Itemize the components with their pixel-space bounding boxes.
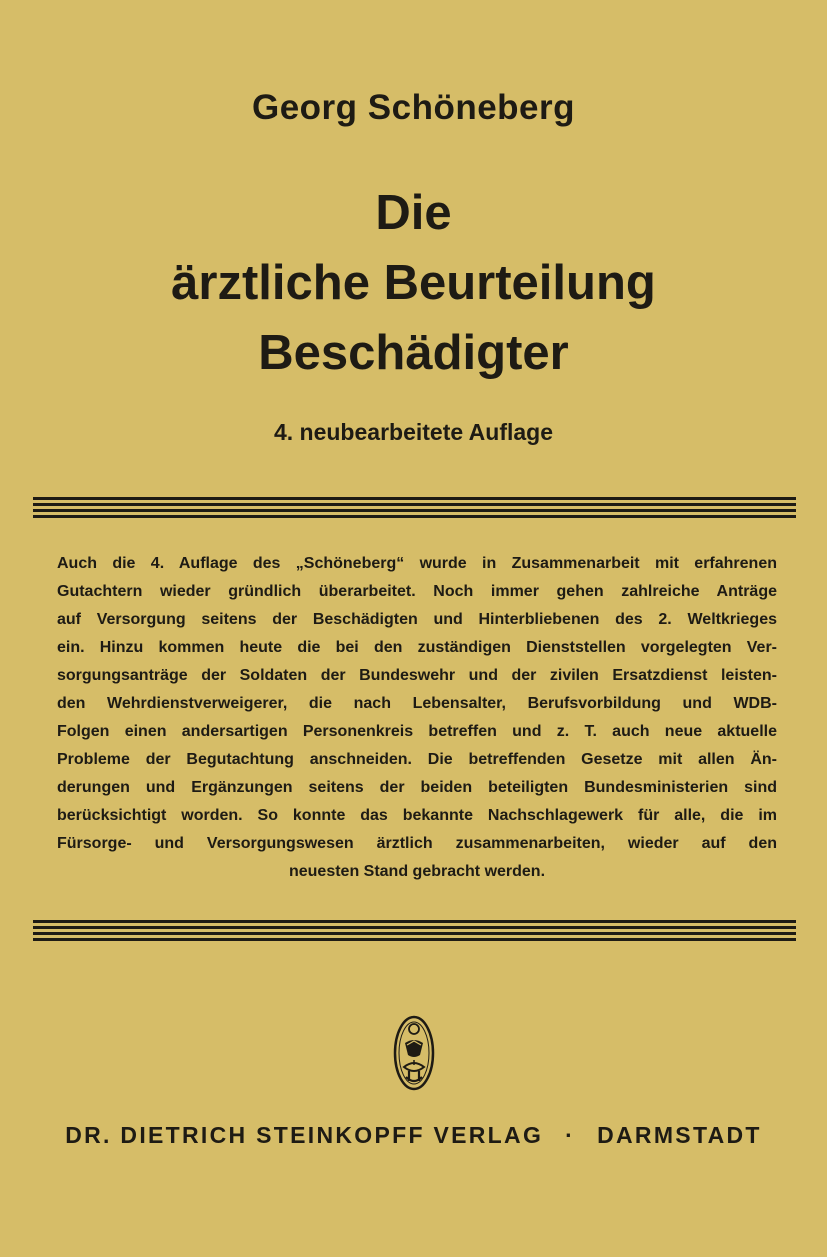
blurb-line: den Wehrdienstverweigerer, die nach Lebensalter, Berufsvorbildung und WDB- [57, 695, 777, 712]
blurb-line: sorgungsanträge der Soldaten der Bundeswehr und der zivilen Ersatzdienst leisten- [57, 667, 777, 684]
publisher-line [0, 1122, 827, 1149]
publisher-emblem-icon [392, 1015, 436, 1091]
blurb-line: neuesten Stand gebracht werden. [288, 863, 546, 880]
top-rule-divider [33, 497, 796, 521]
title-line: Beschädigter [258, 326, 569, 380]
blurb-line: ein. Hinzu kommen heute die bei den zuständigen Dienststellen vorgelegten Ver- [57, 639, 777, 656]
publisher-name: DR. DIETRICH STEINKOPFF VERLAG [65, 1122, 544, 1148]
blurb-line: berücksichtigt worden. So konnte das bekannte Nachschlagewerk für alle, die im [57, 807, 777, 824]
author-name: Georg Schöneberg [251, 88, 576, 127]
blurb-line: derungen und Ergänzungen seitens der beiden beteiligten Bundesministerien sind [57, 779, 777, 796]
bottom-rule-divider [33, 920, 796, 944]
title-line: ärztliche Beurteilung [171, 256, 656, 310]
blurb-line: auf Versorgung seitens der Beschädigten und Hinterbliebenen des 2. Weltkrieges [57, 611, 777, 628]
blurb-line: Gutachtern wieder gründlich überarbeitet. Noch immer gehen zahlreiche Anträge [57, 583, 777, 600]
publisher-city: DARMSTADT [597, 1122, 762, 1148]
blurb-line: Fürsorge- und Versorgungswesen ärztlich zusammenarbeiten, wieder auf den [57, 835, 777, 852]
edition-label: 4. neubearbeitete Auflage [273, 419, 554, 445]
publisher-separator: · [565, 1122, 576, 1148]
title-line: Die [375, 186, 452, 240]
blurb-line: Auch die 4. Auflage des „Schöneberg“ wurde in Zusammenarbeit mit erfahrenen [57, 555, 777, 572]
blurb-line: Probleme der Begutachtung anschneiden. Die betreffenden Gesetze mit allen Än- [57, 751, 777, 768]
blurb-line: Folgen einen andersartigen Personenkreis betreffen und z. T. auch neue aktuelle [57, 723, 777, 740]
book-title [0, 178, 827, 388]
blurb-text [57, 550, 777, 886]
